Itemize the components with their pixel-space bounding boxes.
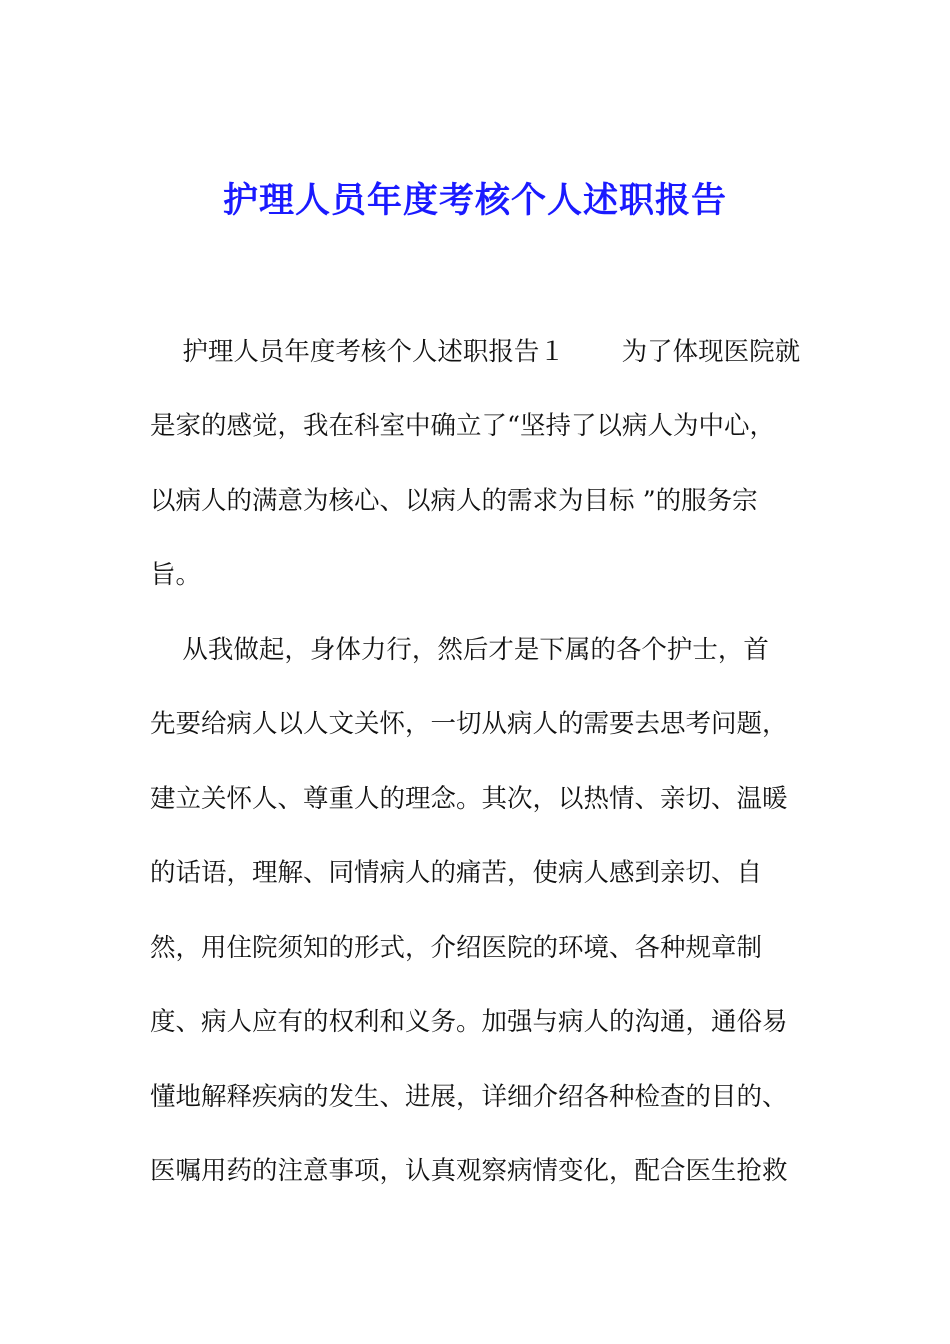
text-line: 先要给病人以人文关怀，一切从病人的需要去思考问题， [150,709,788,739]
text-line: 以病人的满意为核心、以病人的需求为目标 ”的服务宗 [150,486,758,516]
text-line: 懂地解释疾病的发生、进展，详细介绍各种检查的目的、 [150,1082,788,1112]
text-line: 医嘱用药的注意事项，认真观察病情变化，配合医生抢救 [150,1156,788,1186]
text-line: 然，用住院须知的形式，介绍医院的环境、各种规章制 [150,933,763,963]
text-line: 是家的感觉，我在科室中确立了“坚持了以病人为中心， [150,411,776,441]
text-line: 度、病人应有的权利和义务。加强与病人的沟通，通俗易 [150,1007,788,1037]
text-line: 从我做起，身体力行，然后才是下属的各个护士，首 [150,635,769,665]
text-line: 建立关怀人、尊重人的理念。其次，以热情、亲切、温暖 [150,784,788,814]
document-title: 护理人员年度考核个人述职报告 [222,180,727,221]
text-line: 护理人员年度考核个人述职报告１ 为了体现医院就 [150,337,801,367]
text-line: 的话语，理解、同情病人的痛苦，使病人感到亲切、自 [150,858,763,888]
text-line: 旨。 [150,560,202,590]
